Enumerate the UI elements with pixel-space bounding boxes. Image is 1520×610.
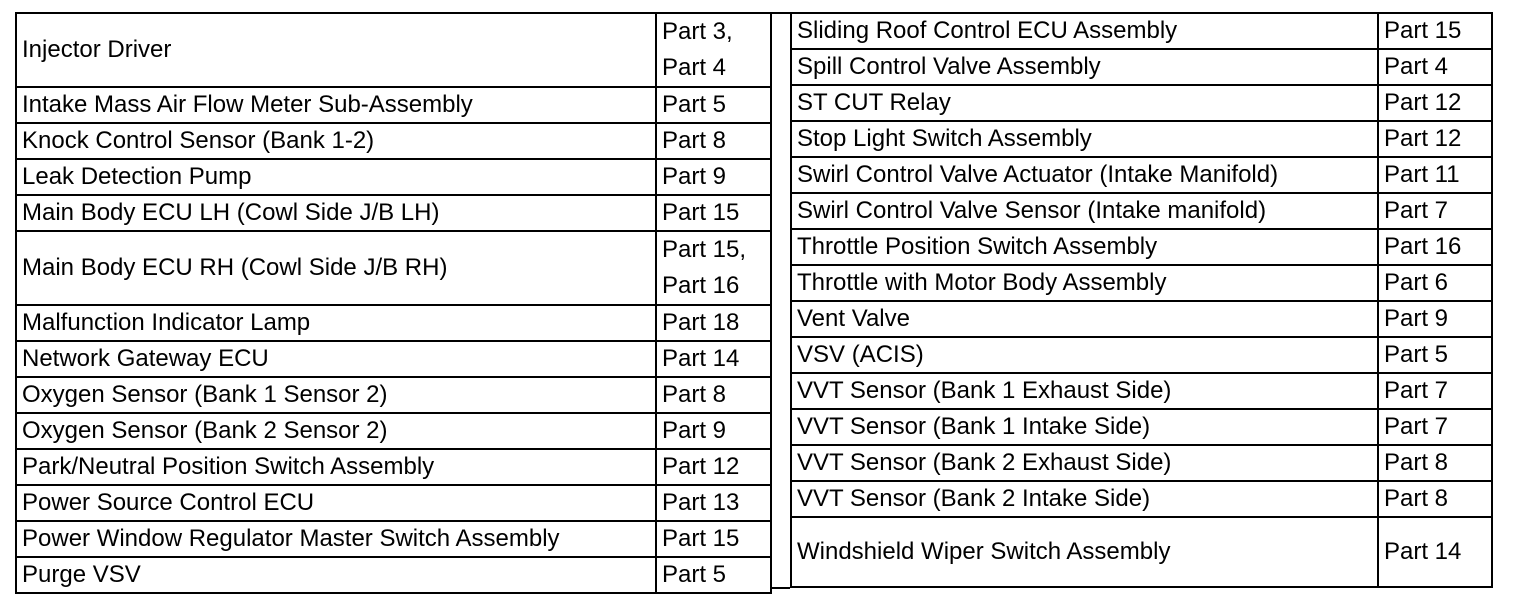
part-reference: Part 5 [1378, 337, 1492, 373]
component-name: Vent Valve [791, 301, 1378, 337]
part-reference: Part 8 [1378, 445, 1492, 481]
component-name: VVT Sensor (Bank 2 Intake Side) [791, 481, 1378, 517]
table-row [16, 195, 771, 231]
table-row [791, 445, 1492, 481]
component-name: Knock Control Sensor (Bank 1-2) [16, 123, 656, 159]
part-reference: Part 5 [656, 557, 771, 593]
part-reference-line: Part 3, [662, 18, 733, 45]
part-reference: Part 15 [656, 521, 771, 557]
component-name: Network Gateway ECU [16, 341, 656, 377]
component-name: ST CUT Relay [791, 85, 1378, 121]
component-name: Intake Mass Air Flow Meter Sub-Assembly [16, 87, 656, 123]
table-row [791, 409, 1492, 445]
table-row [791, 337, 1492, 373]
table-row [791, 157, 1492, 193]
component-name: VVT Sensor (Bank 2 Exhaust Side) [791, 445, 1378, 481]
part-reference: Part 12 [1378, 85, 1492, 121]
part-reference: Part 16 [1378, 229, 1492, 265]
table-row [791, 121, 1492, 157]
table-row [791, 193, 1492, 229]
table-row [16, 341, 771, 377]
part-reference-line: Part 16 [662, 272, 740, 299]
right-parts-table [790, 12, 1493, 588]
component-name: Leak Detection Pump [16, 159, 656, 195]
component-name: Malfunction Indicator Lamp [16, 305, 656, 341]
component-name: Oxygen Sensor (Bank 2 Sensor 2) [16, 413, 656, 449]
table-row [16, 557, 771, 593]
part-reference: Part 9 [656, 413, 771, 449]
component-name: Throttle Position Switch Assembly [791, 229, 1378, 265]
table-row [16, 485, 771, 521]
component-name: Throttle with Motor Body Assembly [791, 265, 1378, 301]
part-reference: Part 12 [1378, 121, 1492, 157]
part-reference-line: Part 15, [662, 236, 747, 263]
table-row [791, 301, 1492, 337]
part-reference: Part 8 [656, 377, 771, 413]
component-name: Swirl Control Valve Actuator (Intake Manifold) [791, 157, 1378, 193]
component-name: Power Window Regulator Master Switch Assembly [16, 521, 656, 557]
component-name: Injector Driver [16, 13, 656, 87]
component-name: Power Source Control ECU [16, 485, 656, 521]
table-row [16, 159, 771, 195]
part-reference: Part 13 [656, 485, 771, 521]
component-name: Spill Control Valve Assembly [791, 49, 1378, 85]
part-reference [656, 231, 771, 305]
part-reference: Part 11 [1378, 157, 1492, 193]
component-name: Stop Light Switch Assembly [791, 121, 1378, 157]
table-row [16, 87, 771, 123]
table-row [16, 377, 771, 413]
part-reference: Part 7 [1378, 373, 1492, 409]
component-name: Main Body ECU LH (Cowl Side J/B LH) [16, 195, 656, 231]
table-row [16, 123, 771, 159]
component-name: Oxygen Sensor (Bank 1 Sensor 2) [16, 377, 656, 413]
left-parts-table [15, 12, 772, 594]
table-row [791, 229, 1492, 265]
component-name: Main Body ECU RH (Cowl Side J/B RH) [16, 231, 656, 305]
part-reference: Part 7 [1378, 193, 1492, 229]
component-name: VSV (ACIS) [791, 337, 1378, 373]
component-name: VVT Sensor (Bank 1 Exhaust Side) [791, 373, 1378, 409]
table-row [791, 49, 1492, 85]
part-reference: Part 4 [1378, 49, 1492, 85]
part-reference: Part 15 [656, 195, 771, 231]
component-name: VVT Sensor (Bank 1 Intake Side) [791, 409, 1378, 445]
component-name: Park/Neutral Position Switch Assembly [16, 449, 656, 485]
part-reference: Part 6 [1378, 265, 1492, 301]
table-row [791, 373, 1492, 409]
table-row [16, 231, 771, 305]
part-reference: Part 14 [656, 341, 771, 377]
part-reference: Part 15 [1378, 13, 1492, 49]
table-row [791, 13, 1492, 49]
table-row [16, 13, 771, 87]
part-reference-line: Part 4 [662, 54, 727, 81]
part-reference: Part 5 [656, 87, 771, 123]
table-row [791, 265, 1492, 301]
table-row [791, 481, 1492, 517]
component-name: Swirl Control Valve Sensor (Intake manifold) [791, 193, 1378, 229]
column-gap [770, 12, 790, 589]
part-reference [656, 13, 771, 87]
table-row [16, 305, 771, 341]
part-reference: Part 18 [656, 305, 771, 341]
part-reference: Part 7 [1378, 409, 1492, 445]
part-reference: Part 9 [656, 159, 771, 195]
table-row [16, 449, 771, 485]
table-row [791, 517, 1492, 587]
component-name: Purge VSV [16, 557, 656, 593]
component-name: Windshield Wiper Switch Assembly [791, 517, 1378, 587]
table-row [16, 521, 771, 557]
table-row [791, 85, 1492, 121]
part-reference: Part 8 [656, 123, 771, 159]
part-reference: Part 8 [1378, 481, 1492, 517]
table-row [16, 413, 771, 449]
part-reference: Part 14 [1378, 517, 1492, 587]
part-reference: Part 9 [1378, 301, 1492, 337]
part-reference: Part 12 [656, 449, 771, 485]
component-name: Sliding Roof Control ECU Assembly [791, 13, 1378, 49]
